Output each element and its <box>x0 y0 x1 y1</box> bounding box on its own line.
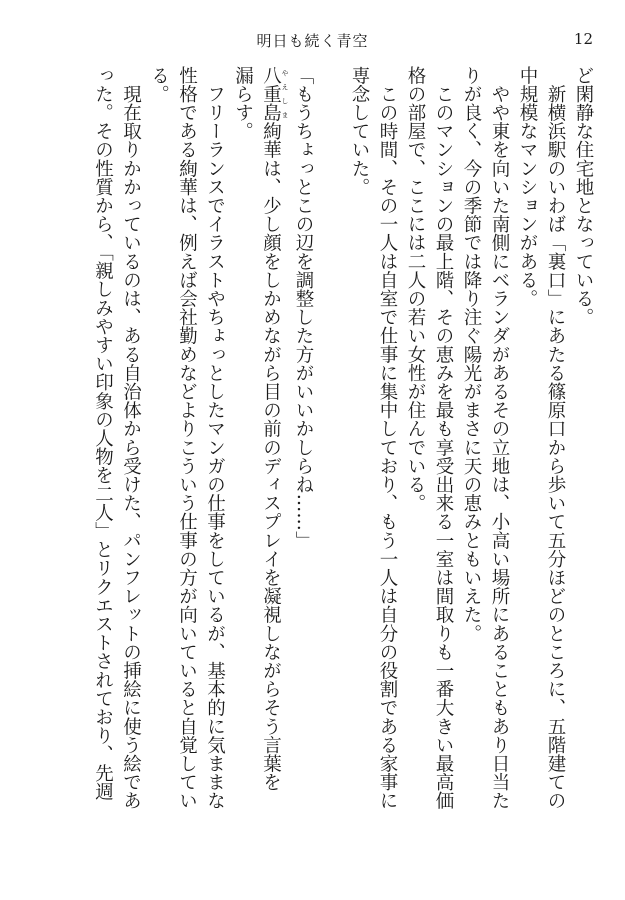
body-text <box>89 66 598 888</box>
text-line: フリーランスでイラストやちょっとしたマンガの仕事をしているが、基本的に気ままな <box>204 66 226 810</box>
page-number: 12 <box>573 30 593 48</box>
text-line: 新横浜駅のいわば「裏口」にあたる篠原口から歩いて五分ほどのところに、五階建ての <box>545 66 566 810</box>
ruby-name <box>260 66 289 122</box>
text-line: このマンションの最上階、その恵みを最も享受出来る一室は間取りも一番大きい最高価 <box>433 66 454 810</box>
ruby-line-rest: 絢華は、少し顔をしかめながら目の前のディスプレイを凝視しながらそう言葉を <box>260 121 282 792</box>
text-line: る。 <box>148 66 170 104</box>
text-line: この時間、その一人は自室で仕事に集中しており、もう一人は自分の役割である家事に <box>377 66 398 810</box>
text-line: 格の部屋で、ここには二人の若い女性が住んでいる。 <box>405 66 426 513</box>
text-line: った。その性質から、「親しみやすい印象の人物を二人」とリクエストされており、先週 <box>92 66 114 801</box>
text-line: 現在取りかかっているのは、ある自治体から受けた、パンフレットの挿絵に使う絵であ <box>120 66 142 810</box>
page-header-title: 明日も続く青空 <box>256 32 369 50</box>
text-line: りが良く、今の季節では降り注ぐ陽光がまさに天の恵みともいえた。 <box>461 66 482 643</box>
dialogue-line: 「もうちょっとこの辺を調整した方がいいかしらね……」 <box>293 66 314 550</box>
text-line: やや東を向いた南側にベランダがあるその立地は、小高い場所にあることもあり日当た <box>489 66 510 810</box>
text-line: 中規模なマンションがある。 <box>517 66 538 308</box>
text-line-with-ruby <box>257 66 290 888</box>
blank-line <box>317 66 345 888</box>
text-line: 専念していた。 <box>349 66 370 197</box>
text-line: 性格である絢華は、例えば会社勤めなどよりこういう仕事の方が向いていると自覚してい <box>176 66 198 810</box>
ruby-reading: やえしま <box>281 66 289 122</box>
ruby-base: 八重島 <box>260 66 282 122</box>
text-line: ど閑静な住宅地となっている。 <box>573 66 594 327</box>
text-line: 漏らす。 <box>232 66 254 141</box>
